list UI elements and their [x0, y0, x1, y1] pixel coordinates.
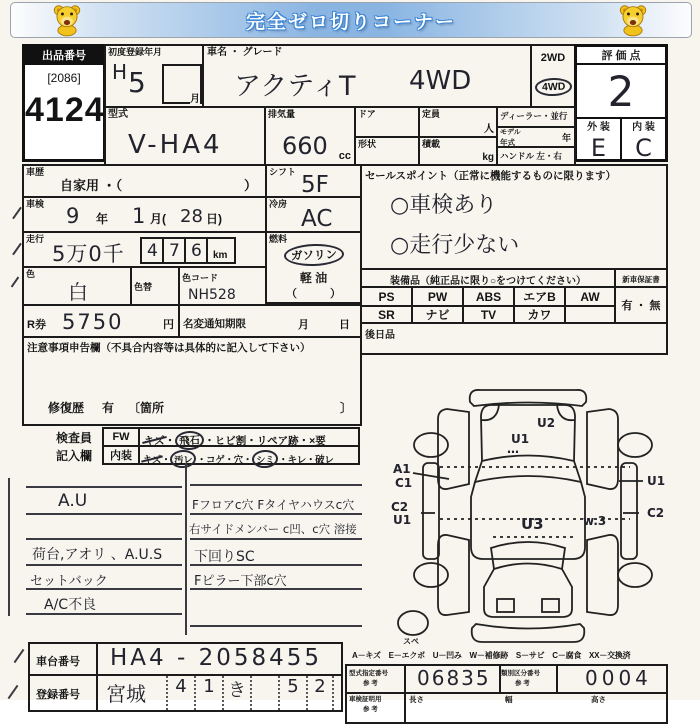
reg-slot-5: 5 — [278, 676, 306, 710]
damage-legend: A－キズ E－エクボ U－凹み W－補修跡 S－サビ C－腐食 XX－交換済 — [352, 651, 631, 660]
repair-history-label: 修復歴 — [48, 401, 85, 415]
int-ana: 穴 — [233, 455, 243, 466]
front-left-wheel — [414, 433, 448, 457]
reg-slot-1: 4 — [166, 676, 194, 710]
history-value: 自家用 ・（ — [60, 178, 123, 193]
type-cert-sub: 参 考 — [363, 680, 378, 687]
lot-number: 4124 — [25, 91, 105, 129]
front-right-wheel — [618, 433, 652, 457]
diagram-label-c2-right: C2 — [647, 506, 665, 520]
mileage-divider — [234, 237, 236, 264]
warranty-header-cell — [614, 268, 668, 288]
registration-number-label: 登録番号 — [36, 689, 80, 701]
rule-line — [190, 538, 362, 540]
dealer-cell — [496, 106, 576, 128]
history-cell — [22, 164, 267, 198]
diagram-label-u1-left: U1 — [393, 513, 412, 527]
front-bumper-shape — [470, 390, 587, 406]
exterior-grade-label: 外 装 — [577, 117, 622, 134]
type-cert-value: 06835 — [417, 666, 491, 690]
history-label: 車歴 — [26, 167, 45, 177]
repair-location-open: 〔箇所 — [128, 401, 165, 415]
mark-line-left-1 — [413, 473, 449, 479]
diagram-label-u3: U3 — [521, 515, 544, 533]
displacement-cell — [264, 106, 356, 166]
inspector-label-1: 検査員 — [56, 431, 93, 445]
sales-point-label: セールスポイント（正常に機能するものに限ります） — [365, 170, 617, 182]
diagram-label-c2-left: C2 — [391, 500, 409, 514]
fuel-paren: （ ） — [286, 288, 341, 300]
inspection-label: 車検 — [26, 199, 45, 209]
reg-slot-2: 1 — [194, 676, 222, 710]
drive-2wd-option: 2WD — [540, 52, 566, 64]
mileage-digit-box-2: 7 — [162, 237, 186, 264]
color-change-cell — [130, 266, 180, 306]
rear-window-shape — [491, 542, 565, 569]
equipment-airbag-cell: エアB — [513, 286, 566, 307]
equipment-abs-cell: ABS — [462, 286, 515, 307]
cert-use-sub: 参 考 — [363, 706, 378, 713]
model-year-label2: 年式 — [500, 138, 515, 147]
equipment-pw-cell: PW — [411, 286, 464, 307]
int-yogore: 汚レ — [170, 449, 197, 468]
load-unit: kg — [482, 152, 494, 163]
defect-x-required: ×要 — [309, 435, 326, 447]
car-name-cell — [202, 44, 532, 108]
note-left-1: A.U — [58, 491, 88, 511]
spare-tire — [398, 611, 428, 635]
chassis-number-value: HA4 - 2058455 — [110, 645, 323, 671]
color-value: 白 — [68, 280, 88, 304]
month-unit: 月 — [190, 90, 200, 105]
diagram-label-u1-top: U1 — [511, 432, 530, 446]
class-cert-label: 類別区分番号 — [501, 670, 540, 677]
color-code-label: 色コード — [182, 273, 219, 283]
handle-label: ハンドル 左・右 — [500, 151, 562, 161]
warranty-label: 新車保証書 — [622, 275, 660, 284]
width-label: 幅 — [505, 695, 513, 704]
displacement-value: 660 — [282, 132, 328, 160]
reg-year-value: 5 — [128, 66, 146, 99]
era-value: H — [112, 60, 128, 84]
mileage-unit-box — [206, 237, 236, 264]
note-left-4: A/C不良 — [44, 597, 97, 613]
equipment-label: 装備品（純正品に限り○をつけてください） — [389, 276, 587, 287]
col-divider — [404, 666, 406, 722]
mileage-digit-box-1: 4 — [140, 237, 164, 264]
rule-line — [26, 564, 182, 566]
color-change-label: 色替 — [134, 282, 153, 292]
inspector-fw-cell: FW — [102, 427, 140, 447]
repair-location-close: 〕 — [339, 401, 352, 415]
int-shimi: シミ — [252, 449, 279, 468]
sales-point-line2: ○走行少ない — [390, 233, 520, 258]
left-rear-panel — [438, 535, 469, 615]
r-ticket-cell — [22, 304, 180, 338]
type-cert-label: 型式指定番号 — [349, 670, 388, 677]
interior-grade-value: C — [635, 134, 652, 162]
mileage-prefix: 5万0千 — [52, 242, 125, 266]
rule-line — [26, 486, 182, 488]
inspector-interior-items: キズ・ 汚レ ・コゲ・穴・ シミ ・キレ・破レ — [138, 445, 360, 465]
chassis-reg-table — [28, 642, 343, 712]
teddy-bear-icon-left — [46, 3, 88, 34]
name-change-month: 月 — [298, 319, 309, 331]
score-value: 2 — [607, 67, 635, 116]
diagram-label-u1-right: U1 — [647, 474, 666, 488]
check-mark — [14, 649, 25, 663]
class-cert-value: 0004 — [585, 666, 652, 690]
rule-line — [26, 513, 182, 515]
col-divider — [96, 644, 98, 710]
chassis-number-label: 車台番号 — [36, 656, 80, 668]
car-grade-value: 4WD — [409, 66, 472, 96]
equipment-navi-cell: ナビ — [411, 305, 464, 324]
defect-repair-trace: リペア跡 — [256, 435, 299, 447]
caution-box — [22, 336, 362, 426]
defect-kizu: キズ — [144, 435, 165, 447]
capacity-unit: 人 — [484, 124, 494, 135]
diagram-label-a1: A1 — [393, 462, 411, 476]
r-ticket-unit: 円 — [163, 319, 174, 331]
fuel-label: 燃料 — [269, 234, 288, 244]
inspector-exterior-items: キズ・ 飛石 ・ヒビ割・リペア跡・×要 — [138, 427, 360, 447]
score-label: 評 価 点 — [577, 47, 665, 65]
model-year-unit: 年 — [561, 133, 571, 143]
ac-label: 冷房 — [269, 199, 288, 209]
reg-slot-4 — [250, 676, 278, 710]
dealer-label: ディーラー・並行 — [500, 111, 568, 121]
later-items-label: 後日品 — [365, 330, 395, 341]
inspector-label-2: 記入欄 — [56, 449, 93, 463]
load-label: 積載 — [422, 139, 441, 149]
diagram-label-u2: U2 — [537, 416, 556, 430]
history-close: ） — [243, 178, 257, 193]
color-cell — [22, 266, 132, 306]
rear-bumper-shape — [472, 624, 585, 642]
car-name-label: 車名 ・ グレード — [207, 47, 283, 58]
note-right-2: 右サイドメンバー c凹、c穴 溶接 — [189, 522, 357, 536]
car-damage-diagram — [385, 385, 685, 647]
color-code-value: NH528 — [188, 287, 236, 303]
later-items-cell — [360, 322, 668, 355]
banner — [10, 2, 692, 38]
check-mark — [12, 243, 22, 256]
windshield-shape — [475, 456, 581, 483]
inspector-interior-cell: 内装 — [102, 445, 140, 465]
door-label: ドア — [358, 109, 376, 119]
drive-4wd-option: 4WD — [535, 78, 572, 96]
inspection-year: 9 — [66, 204, 80, 228]
mileage-digit-box-3: 6 — [184, 237, 208, 264]
notes-divider — [185, 463, 187, 635]
note-left-2: 荷台,アオリ 、A.U.S — [32, 547, 163, 563]
score-box — [574, 44, 668, 162]
repair-history-value: 有 — [102, 401, 115, 415]
model-year-label: モデル — [500, 129, 521, 136]
ac-cell — [265, 196, 362, 233]
body-shape-label: 形状 — [358, 139, 377, 149]
diagram-label-spare: スペ — [403, 637, 419, 646]
cert-use-label: 車検証明用 — [349, 696, 382, 703]
equipment-leather-cell: カワ — [513, 305, 566, 324]
shift-label: シフト — [269, 167, 297, 177]
capacity-cell — [418, 106, 498, 138]
rule-line — [190, 513, 362, 515]
drive-type-cell — [530, 44, 576, 108]
color-label: 色 — [26, 269, 36, 279]
fuel-cell — [265, 231, 362, 304]
int-yabure: 破レ — [315, 455, 334, 466]
reg-slot-6: 2 — [306, 676, 334, 710]
body-shape-cell — [354, 136, 420, 166]
sales-point-box — [360, 164, 668, 270]
equipment-ps-cell: PS — [360, 286, 413, 307]
right-front-panel — [587, 409, 618, 489]
lot-sub-number: [2086] — [47, 71, 81, 85]
rear-right-wheel — [618, 563, 652, 587]
check-mark — [12, 207, 22, 220]
r-ticket-label: R券 — [27, 319, 46, 331]
r-ticket-value: 5750 — [62, 310, 124, 334]
check-mark — [11, 277, 20, 288]
int-kire: キレ — [287, 455, 306, 466]
rule-line — [190, 625, 362, 627]
model-year-cell — [496, 126, 576, 148]
note-right-4: Fピラー下部c穴 — [194, 574, 287, 589]
name-change-label: 名変通知期限 — [183, 318, 246, 330]
model-code-cell — [104, 106, 266, 166]
inspection-day: 28 — [180, 206, 203, 227]
fuel-gasoline-option: ガソリン — [267, 244, 360, 266]
equipment-aw-cell: AW — [564, 286, 616, 307]
right-rear-panel — [587, 535, 618, 615]
fuel-diesel-option: 軽 油 — [299, 271, 328, 285]
lot-number-label: 出品番号 — [25, 47, 103, 65]
lot-number-box — [22, 44, 106, 162]
handle-cell — [496, 146, 576, 166]
door-cell — [354, 106, 420, 138]
note-left-3: セットバック — [30, 574, 108, 589]
equipment-tv-cell: TV — [462, 305, 515, 324]
type-class-table — [345, 664, 668, 724]
displacement-label: 排気量 — [268, 109, 296, 119]
capacity-label: 定員 — [422, 109, 441, 119]
class-cert-sub: 参 考 — [515, 680, 530, 687]
inspection-day-unit: 日) — [206, 212, 222, 226]
mileage-label: 走行 — [26, 234, 45, 244]
int-koge: コゲ — [206, 455, 225, 466]
inspection-cell — [22, 196, 267, 233]
name-change-cell — [178, 304, 362, 338]
exterior-grade-value: E — [577, 134, 622, 159]
diagram-label-dots: … — [507, 442, 519, 456]
sales-point-line1: ○車検あり — [390, 193, 498, 218]
warranty-value-cell: 有 ・ 無 — [614, 286, 668, 324]
check-mark — [8, 685, 19, 699]
first-registration-cell — [104, 44, 204, 108]
mileage-cell — [22, 231, 267, 268]
mileage-unit: km — [213, 250, 228, 261]
car-name-value: アクティT — [234, 71, 356, 102]
rule-line — [190, 484, 362, 486]
inspection-month-unit: 月( — [150, 212, 166, 226]
notes-margin-line — [8, 478, 10, 616]
teddy-bear-icon-right — [612, 3, 654, 34]
inspection-year-unit: 年 — [96, 212, 109, 226]
height-label: 高さ — [591, 695, 606, 704]
defect-hibiware: ヒビ割 — [214, 435, 247, 447]
shift-value: 5F — [301, 172, 329, 198]
inspection-month: 1 — [132, 204, 146, 228]
load-cell — [418, 136, 498, 166]
reg-slot-3: き — [222, 676, 250, 710]
right-sill-panel — [621, 463, 637, 559]
note-right-1: Fフロアc穴 Fタイヤハウスc穴 — [192, 498, 355, 512]
rear-left-wheel — [414, 563, 448, 587]
displacement-unit: cc — [338, 150, 351, 162]
equipment-sr-cell: SR — [360, 305, 413, 324]
caution-label: 注意事項申告欄（不具合内容等は具体的に記入して下さい） — [27, 342, 311, 354]
rule-line — [26, 538, 182, 540]
name-change-day: 日 — [339, 319, 350, 331]
defect-tobiishi: 飛石 — [175, 430, 205, 450]
note-right-3: 下回りSC — [194, 549, 255, 565]
registration-area-value: 宮城 — [106, 682, 146, 706]
equipment-header-cell — [360, 268, 616, 288]
ac-value: AC — [301, 206, 333, 232]
diagram-label-w3: w.3 — [583, 514, 607, 528]
banner-title: 完全ゼロ切りコーナー — [245, 11, 456, 33]
color-code-cell — [178, 266, 267, 306]
int-kizu: キズ — [143, 452, 161, 466]
first-registration-label: 初度登録年月 — [108, 47, 163, 57]
diagram-label-c1: C1 — [395, 476, 413, 490]
length-label: 長さ — [409, 695, 424, 704]
col-divider — [556, 666, 558, 692]
shift-cell — [265, 164, 362, 198]
model-code-label: 型式 — [108, 109, 128, 120]
interior-grade-label: 内 装 — [622, 117, 665, 134]
model-code-value: V-HA4 — [128, 130, 223, 160]
